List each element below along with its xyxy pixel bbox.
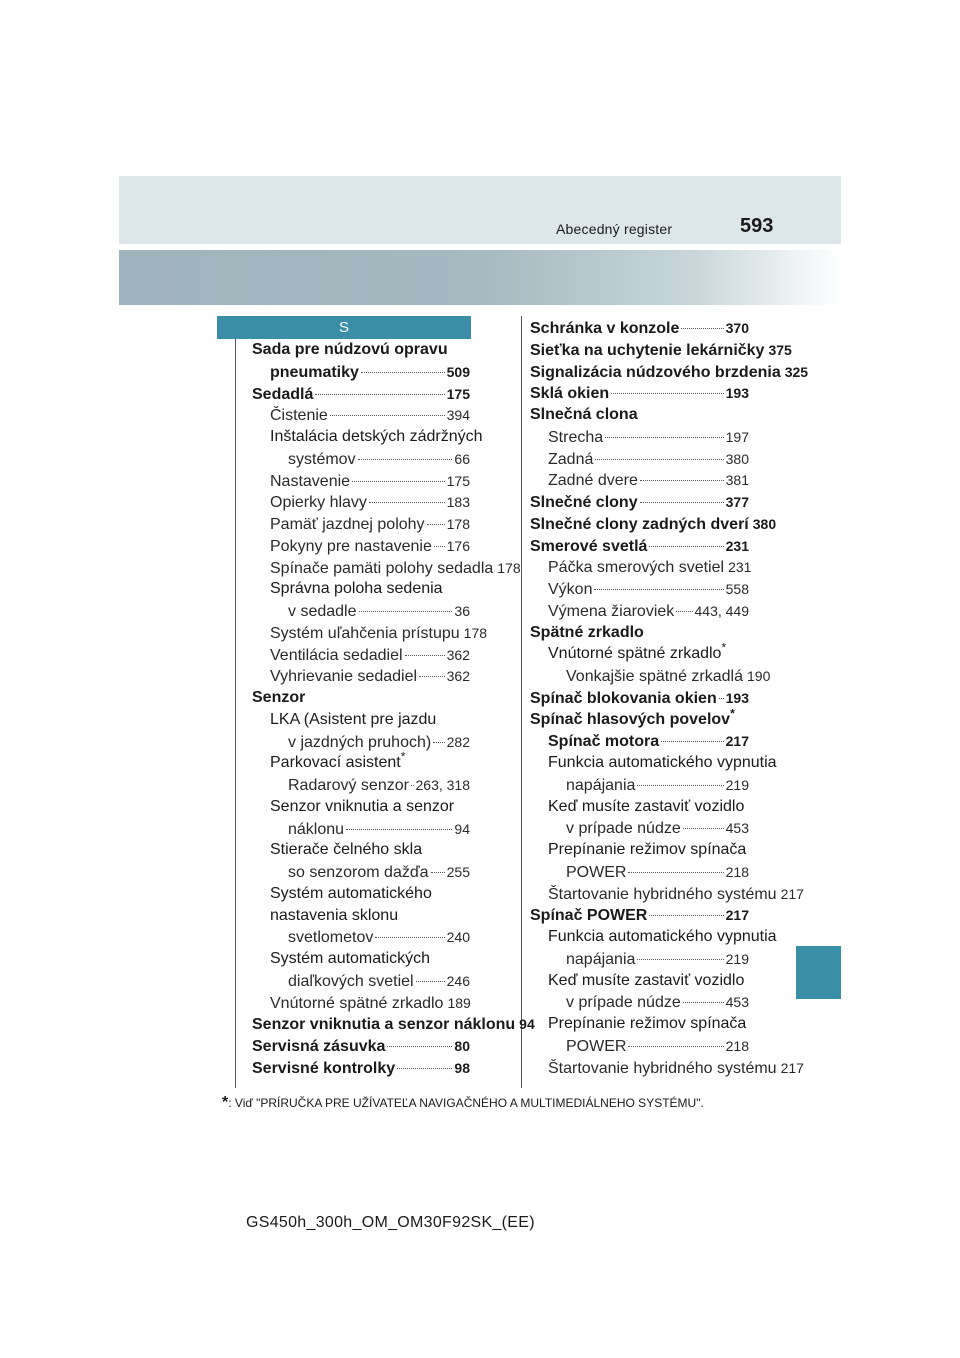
dot-leader <box>346 829 452 830</box>
dot-leader <box>661 741 724 742</box>
index-entry-page: 176 <box>446 537 470 554</box>
footnote-text: : Viď "PRÍRUČKA PRE UŽÍVATEĽA NAVIGAČNÉHO A MULTIMEDIÁLNEHO SYSTÉMU". <box>228 1096 704 1110</box>
index-entry <box>270 623 488 643</box>
index-entry-term: Systém automatického <box>270 884 432 902</box>
index-entry-term: Sada pre núdzovú opravu <box>252 341 448 358</box>
index-entry <box>548 840 746 860</box>
index-entry <box>548 1058 804 1078</box>
index-entry-page: 219 <box>725 776 749 793</box>
section-letter-bar: S <box>217 316 471 339</box>
index-entry <box>530 536 749 556</box>
index-entry-page: 362 <box>446 668 470 685</box>
index-entry <box>548 731 749 751</box>
index-entry-page: 94 <box>519 1016 535 1033</box>
index-entry <box>548 797 744 817</box>
index-entry-term: v jazdných pruhoch) <box>288 733 432 751</box>
index-entry <box>548 1014 746 1034</box>
index-entry <box>530 706 735 730</box>
index-entry-term: POWER <box>566 1037 627 1055</box>
index-entry-term: Servisná zásuvka <box>252 1038 386 1055</box>
index-entry <box>270 840 422 860</box>
index-entry-term: svetlometov <box>288 929 374 947</box>
dot-leader <box>681 328 723 329</box>
dot-leader <box>358 459 453 460</box>
index-entry <box>270 884 432 904</box>
index-entry-term: Keď musíte zastaviť vozidlo <box>548 971 745 989</box>
index-entry <box>270 710 436 730</box>
index-entry-term: Spínač hlasových povelov <box>530 710 731 728</box>
index-entry <box>288 971 470 991</box>
dot-leader <box>405 655 445 656</box>
index-entry <box>548 557 752 577</box>
index-entry-term: Spínač POWER <box>530 907 648 925</box>
dot-leader <box>640 480 724 481</box>
index-entry-term: pneumatiky <box>270 363 359 381</box>
index-entry-term: Výkon <box>548 581 593 598</box>
index-entry-page: 263, 318 <box>415 777 470 793</box>
left-column-rule <box>235 339 236 1088</box>
index-entry-term: LKA (Asistent pre jazdu <box>270 710 437 728</box>
index-entry <box>288 449 470 469</box>
index-entry-page: 380 <box>725 450 749 467</box>
index-entry <box>548 884 804 904</box>
dot-leader <box>361 372 445 373</box>
footnote <box>222 1094 704 1112</box>
dot-leader <box>676 611 692 612</box>
index-entry <box>530 623 644 643</box>
index-entry-page: 36 <box>454 603 470 619</box>
index-entry <box>270 949 430 969</box>
index-entry <box>548 601 749 621</box>
index-entry-page: 394 <box>446 407 470 424</box>
index-entry-page: 217 <box>780 885 804 902</box>
index-entry <box>270 749 406 773</box>
index-entry <box>530 514 777 534</box>
dot-leader <box>427 524 445 525</box>
index-entry <box>566 775 749 795</box>
dot-leader <box>649 915 723 916</box>
index-entry-page: 219 <box>725 950 749 967</box>
footnote-marker: * <box>721 640 727 655</box>
index-entry-term: Slnečné clony zadných dverí <box>530 515 749 533</box>
index-entry <box>270 993 470 1013</box>
index-entry <box>530 688 749 708</box>
index-entry <box>270 906 398 926</box>
index-entry-page: 380 <box>752 515 777 532</box>
page-number: 593 <box>740 215 774 237</box>
dot-leader <box>359 611 453 612</box>
index-entry <box>548 971 744 991</box>
index-entry <box>566 1036 749 1056</box>
dot-leader <box>433 742 444 743</box>
index-entry <box>252 688 305 708</box>
index-entry <box>288 732 470 752</box>
dot-leader <box>416 981 445 982</box>
index-entry-term: Smerové svetlá <box>530 537 648 555</box>
index-entry-term: Schránka v konzole <box>530 320 680 337</box>
index-entry-page: 193 <box>725 385 749 402</box>
index-entry <box>288 927 470 947</box>
dot-leader <box>637 785 723 786</box>
index-entry-page: 453 <box>725 994 749 1011</box>
dot-leader <box>628 1046 723 1047</box>
index-entry-term: Sedadlá <box>252 385 314 403</box>
index-entry-term: Štartovanie hybridného systému <box>548 885 777 903</box>
index-entry-term: Spínač blokovania okien <box>530 689 717 707</box>
index-entry-term: v prípade núdze <box>566 994 681 1012</box>
index-entry <box>566 949 749 969</box>
index-entry <box>252 1058 470 1078</box>
dot-leader <box>315 394 444 395</box>
index-entry-page: 218 <box>725 863 749 880</box>
index-entry-term: Zadné dvere <box>548 472 638 490</box>
index-entry-page: 178 <box>446 516 470 532</box>
index-entry <box>530 405 638 425</box>
index-entry-page: 175 <box>446 472 470 489</box>
index-entry <box>252 384 470 404</box>
index-entry <box>548 640 727 664</box>
right-column-rule <box>521 316 522 1088</box>
index-entry <box>530 383 749 403</box>
index-entry-term: Radarový senzor <box>288 777 409 794</box>
dot-leader <box>605 437 724 438</box>
index-entry-term: Funkcia automatického vypnutia <box>548 754 777 771</box>
index-entry <box>566 818 749 838</box>
index-entry-page: 193 <box>725 689 749 706</box>
dot-leader <box>683 828 724 829</box>
dot-leader <box>411 785 414 786</box>
index-entry-term: Nastavenie <box>270 472 351 490</box>
index-entry-term: Prepínanie režimov spínača <box>548 1015 747 1032</box>
index-entry <box>566 666 771 686</box>
index-entry <box>530 318 749 338</box>
index-entry <box>548 470 749 490</box>
index-entry <box>270 405 470 425</box>
index-entry-term: Zadná <box>548 450 594 468</box>
index-entry-page: 189 <box>447 994 471 1011</box>
index-entry-page: 362 <box>446 646 470 663</box>
header-bar <box>119 176 841 244</box>
index-entry-page: 98 <box>454 1059 470 1076</box>
index-entry-page: 183 <box>446 494 470 511</box>
index-entry-term: Slnečná clona <box>530 406 638 423</box>
index-entry <box>270 666 470 686</box>
dot-leader <box>369 502 445 503</box>
index-entry <box>270 579 443 599</box>
index-entry <box>288 775 470 795</box>
index-entry <box>270 471 470 491</box>
index-entry-page: 178 <box>497 559 521 576</box>
index-entry <box>270 362 470 382</box>
index-entry-page: 558 <box>725 581 749 597</box>
index-entry-term: Sieťka na uchytenie lekárničky <box>530 341 765 359</box>
index-entry <box>270 558 521 578</box>
index-entry-term: v prípade núdze <box>566 820 681 838</box>
index-entry-term: Inštalácia detských zádržných <box>270 428 483 445</box>
index-entry-page: 231 <box>725 537 749 554</box>
index-entry-page: 217 <box>725 907 749 924</box>
index-entry-page: 375 <box>768 341 792 358</box>
index-entry-term: Spätné zrkadlo <box>530 623 644 641</box>
document-code: GS450h_300h_OM_OM30F92SK_(EE) <box>246 1214 535 1231</box>
index-entry-term: Senzor vniknutia a senzor <box>270 797 455 815</box>
index-entry-term: Slnečné clony <box>530 494 638 511</box>
index-entry-term: Stierače čelného skla <box>270 841 423 859</box>
index-entry <box>270 536 470 556</box>
dot-leader <box>611 393 723 394</box>
index-entry-page: 453 <box>725 820 749 837</box>
index-entry-term: Správna poloha sedenia <box>270 580 443 598</box>
dot-leader <box>719 698 724 699</box>
dot-leader <box>387 1046 452 1047</box>
index-entry <box>548 753 777 773</box>
index-entry-page: 217 <box>725 733 749 750</box>
index-entry-term: Páčka smerových svetiel <box>548 559 725 577</box>
index-entry <box>288 862 470 882</box>
index-entry-term: nastavenia sklonu <box>270 906 399 924</box>
index-entry-term: Systém uľahčenia prístupu <box>270 624 460 642</box>
index-entry-page: 66 <box>454 450 470 467</box>
index-entry <box>530 492 749 512</box>
index-entry-page: 80 <box>454 1038 470 1054</box>
index-entry-term: Sklá okien <box>530 385 610 403</box>
footnote-marker: * <box>400 749 406 764</box>
index-entry-term: Funkcia automatického vypnutia <box>548 928 777 945</box>
index-entry-term: napájania <box>566 950 636 968</box>
index-entry <box>548 427 749 447</box>
index-entry-page: 377 <box>725 494 749 510</box>
index-entry <box>548 579 749 599</box>
index-entry <box>270 645 470 665</box>
index-entry-term: Senzor vniknutia a senzor náklonu <box>252 1016 516 1034</box>
index-entry-page: 190 <box>747 668 771 684</box>
page-title: Abecedný register <box>556 221 673 237</box>
dot-leader <box>594 589 723 590</box>
index-entry-page: 175 <box>446 385 470 402</box>
index-entry <box>288 601 470 621</box>
index-entry-term: Vnútorné spätné zrkadlo <box>548 645 722 663</box>
index-entry-term: Parkovací asistent <box>270 754 401 772</box>
index-entry-page: 218 <box>725 1037 749 1054</box>
index-entry <box>566 862 749 882</box>
dot-leader <box>595 459 723 460</box>
index-entry-term: Výmena žiaroviek <box>548 602 675 620</box>
index-entry-term: Opierky hlavy <box>270 494 367 512</box>
index-entry-page: 443, 449 <box>694 602 749 619</box>
index-entry-page: 240 <box>446 929 470 946</box>
index-entry-page: 217 <box>780 1059 804 1076</box>
index-entry-page: 94 <box>454 820 470 837</box>
dot-leader <box>330 415 445 416</box>
index-entry-term: napájania <box>566 776 636 794</box>
footnote-marker: * <box>730 706 735 721</box>
index-entry-term: Servisné kontrolky <box>252 1059 396 1077</box>
index-entry-term: Signalizácia núdzového brzdenia <box>530 363 781 381</box>
index-entry <box>548 449 749 469</box>
index-entry-page: 370 <box>725 320 749 336</box>
footnote-star: * <box>222 1094 229 1111</box>
index-entry-page: 255 <box>446 864 470 880</box>
index-entry-term: Prepínanie režimov spínača <box>548 841 747 858</box>
index-entry <box>252 1036 470 1056</box>
dot-leader <box>683 1002 724 1003</box>
index-entry-page: 381 <box>725 472 749 489</box>
dot-leader <box>419 676 445 677</box>
index-entry-term: diaľkových svetiel <box>288 972 414 990</box>
index-entry-page: 509 <box>446 363 470 380</box>
index-entry-term: Vnútorné spätné zrkadlo <box>270 994 444 1012</box>
index-entry <box>548 927 777 947</box>
dot-leader <box>637 959 723 960</box>
index-entry-term: v sedadle <box>288 603 357 620</box>
index-entry <box>530 362 809 382</box>
index-entry-page: 325 <box>784 363 809 380</box>
index-entry-term: Strecha <box>548 428 604 446</box>
index-entry-term: Vyhrievanie sedadiel <box>270 668 418 686</box>
index-entry <box>270 514 470 534</box>
dot-leader <box>431 872 445 873</box>
index-entry-term: Pamäť jazdnej polohy <box>270 516 425 533</box>
index-entry <box>270 427 483 447</box>
dot-leader <box>649 546 723 547</box>
index-entry-term: so senzorom dažďa <box>288 864 429 881</box>
chapter-tab <box>796 946 841 999</box>
dot-leader <box>397 1068 452 1069</box>
header-gradient-band <box>119 250 841 305</box>
index-entry-term: Pokyny pre nastavenie <box>270 537 432 555</box>
index-entry-term: Senzor <box>252 689 306 706</box>
index-entry-term: Keď musíte zastaviť vozidlo <box>548 797 745 815</box>
dot-leader <box>640 502 724 503</box>
dot-leader <box>628 872 723 873</box>
index-entry <box>288 819 470 839</box>
index-entry-term: Vonkajšie spätné zrkadlá <box>566 668 743 685</box>
index-entry-term: Ventilácia sedadiel <box>270 646 403 664</box>
index-entry <box>566 992 749 1012</box>
index-entry-term: Čistenie <box>270 407 328 425</box>
index-entry-term: náklonu <box>288 820 345 838</box>
dot-leader <box>352 481 445 482</box>
index-entry-page: 178 <box>463 624 488 641</box>
index-entry-page: 246 <box>446 972 470 989</box>
index-entry-term: POWER <box>566 863 627 881</box>
index-entry <box>270 797 454 817</box>
index-entry-page: 197 <box>725 428 749 445</box>
index-entry-page: 282 <box>446 733 470 750</box>
index-entry-term: systémov <box>288 450 356 468</box>
index-entry <box>252 340 448 360</box>
index-entry-term: Spínače pamäti polohy sedadla <box>270 559 494 577</box>
index-entry <box>252 1014 535 1034</box>
index-entry <box>270 492 470 512</box>
index-entry-term: Spínač motora <box>548 733 660 751</box>
index-entry <box>530 905 749 925</box>
dot-leader <box>434 546 445 547</box>
index-entry <box>530 340 792 360</box>
index-entry-term: Systém automatických <box>270 950 431 967</box>
index-entry-term: Štartovanie hybridného systému <box>548 1059 777 1077</box>
dot-leader <box>375 937 444 938</box>
index-entry-page: 231 <box>728 559 752 576</box>
